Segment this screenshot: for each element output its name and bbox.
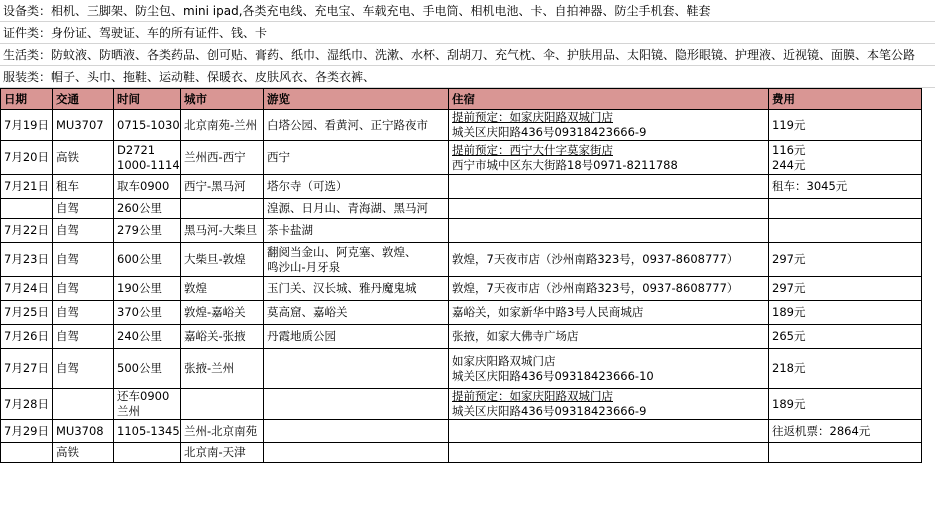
cell-line: 城关区庆阳路436号09318423666-10 [452, 368, 654, 383]
table-row [1, 349, 922, 389]
cell-transport[interactable]: 自驾 [53, 349, 114, 389]
cell-line: 西宁市城中区东大街路18号0971-8211788 [452, 157, 678, 172]
cell-transport[interactable]: MU3708 [53, 420, 114, 443]
cell-date[interactable]: 7月23日 [1, 243, 53, 277]
cell-sights[interactable] [264, 141, 449, 175]
cell-lodging[interactable] [449, 277, 769, 301]
cell-line: 297元 [772, 252, 806, 266]
cell-line: 1105-1345 [117, 423, 180, 438]
info-label: 生活类： [3, 48, 52, 62]
table-row [1, 219, 922, 243]
itinerary-table [0, 88, 922, 463]
cell-line: 297元 [772, 281, 806, 295]
cell-line: 城关区庆阳路436号09318423666-9 [452, 125, 647, 139]
cell-cost[interactable] [769, 420, 922, 443]
cell-line: 兰州 [117, 404, 140, 418]
info-text: 相机、三脚架、防尘包、mini ipad,各类充电线、充电宝、车载充电、手电筒、相机电池、卡、自拍神器、防尘手机套、鞋套 [51, 4, 711, 18]
cell-date[interactable]: 7月28日 [1, 389, 53, 420]
cell-line: 370公里 [117, 305, 162, 319]
info-text: 身份证、驾驶证、车的所有证件、钱、卡 [51, 26, 268, 40]
cell-lodging[interactable] [449, 243, 769, 277]
info-text: 帽子、头巾、拖鞋、运动鞋、保暖衣、皮肤风衣、各类衣裤、 [51, 70, 376, 84]
cell-time[interactable] [114, 175, 181, 199]
header-time[interactable]: 时间 [114, 89, 181, 110]
cell-line: 600公里 [117, 252, 162, 266]
table-row [1, 420, 922, 443]
info-label: 设备类： [3, 4, 52, 18]
cell-transport[interactable]: 自驾 [53, 219, 114, 243]
cell-line: 租车：3045元 [772, 179, 848, 193]
cell-date[interactable]: 7月19日 [1, 110, 53, 141]
cell-lodging[interactable] [449, 389, 769, 420]
cell-transport[interactable]: MU3707 [53, 110, 114, 141]
cell-city[interactable]: 敦煌 [181, 277, 264, 301]
header-lodging[interactable]: 住宿 [449, 89, 769, 110]
cell-line: 189元 [772, 396, 806, 411]
cell-city[interactable]: 兰州-北京南苑 [181, 420, 264, 443]
cell-line: 敦煌，7天夜市店（沙州南路323号，0937-8608777） [452, 281, 739, 295]
table-row [1, 443, 922, 463]
cell-cost[interactable] [769, 443, 922, 463]
cell-sights[interactable] [264, 349, 449, 389]
cell-line: 取车0900 [117, 179, 170, 193]
header-sights[interactable]: 游览 [264, 89, 449, 110]
cell-cost[interactable] [769, 141, 922, 175]
cell-city[interactable] [181, 199, 264, 219]
table-row [1, 199, 922, 219]
cell-line: 湟源、日月山、青海湖、黑马河 [267, 201, 428, 215]
cell-line: 茶卡盐湖 [267, 223, 313, 237]
cell-line: 如家庆阳路双城门店 [452, 353, 556, 368]
info-row-daily[interactable] [0, 44, 935, 66]
cell-line: 0715-1030 [117, 117, 180, 132]
cell-line: 265元 [772, 329, 806, 343]
table-row [1, 243, 922, 277]
cell-line: 白塔公园、看黄河、正宁路夜市 [267, 117, 428, 132]
cell-time[interactable] [114, 389, 181, 420]
cell-line: 116元 [772, 142, 806, 157]
cell-line: 279公里 [117, 223, 162, 237]
cell-transport[interactable]: 高铁 [53, 443, 114, 463]
cell-date[interactable]: 7月26日 [1, 325, 53, 349]
cell-line: 西宁 [267, 150, 290, 164]
cell-line: 城关区庆阳路436号09318423666-9 [452, 404, 647, 418]
cell-sights[interactable] [264, 420, 449, 443]
cell-city[interactable]: 西宁-黑马河 [181, 175, 264, 199]
cell-line: 往返机票：2864元 [772, 423, 871, 438]
cell-time[interactable] [114, 443, 181, 463]
cell-transport[interactable]: 自驾 [53, 277, 114, 301]
cell-date[interactable]: 7月24日 [1, 277, 53, 301]
cell-time[interactable] [114, 110, 181, 141]
cell-date[interactable] [1, 443, 53, 463]
cell-city[interactable]: 大柴旦-敦煌 [181, 243, 264, 277]
cell-city[interactable] [181, 389, 264, 420]
info-row-clothing[interactable] [0, 66, 935, 88]
cell-lodging[interactable] [449, 443, 769, 463]
cell-date[interactable]: 7月27日 [1, 349, 53, 389]
cell-date[interactable] [1, 199, 53, 219]
table-row [1, 141, 922, 175]
cell-cost[interactable] [769, 325, 922, 349]
cell-line: 还车0900 [117, 389, 170, 403]
header-transport[interactable]: 交通 [53, 89, 114, 110]
cell-line: 提前预定：如家庆阳路双城门店 [452, 389, 613, 403]
table-row [1, 325, 922, 349]
cell-lodging[interactable] [449, 301, 769, 325]
cell-line: 提前预定：如家庆阳路双城门店 [452, 110, 613, 124]
cell-line: 218元 [772, 361, 806, 375]
cell-city[interactable]: 张掖-兰州 [181, 349, 264, 389]
cell-line: 塔尔寺（可选） [267, 179, 348, 193]
cell-line: 119元 [772, 117, 806, 132]
cell-lodging[interactable] [449, 175, 769, 199]
cell-time[interactable] [114, 420, 181, 443]
table-row [1, 389, 922, 420]
cell-sights[interactable] [264, 199, 449, 219]
cell-sights[interactable] [264, 301, 449, 325]
cell-sights[interactable] [264, 175, 449, 199]
cell-time[interactable] [114, 243, 181, 277]
cell-lodging[interactable] [449, 110, 769, 141]
cell-sights[interactable] [264, 443, 449, 463]
cell-cost[interactable] [769, 175, 922, 199]
cell-lodging[interactable] [449, 420, 769, 443]
cell-transport[interactable]: 自驾 [53, 301, 114, 325]
cell-date[interactable]: 7月20日 [1, 141, 53, 175]
cell-cost[interactable] [769, 277, 922, 301]
cell-line: 1000-1114 [117, 157, 180, 172]
cell-line: 260公里 [117, 201, 162, 215]
cell-city[interactable]: 北京南-天津 [181, 443, 264, 463]
cell-city[interactable]: 兰州西-西宁 [181, 141, 264, 175]
cell-date[interactable]: 7月25日 [1, 301, 53, 325]
cell-line: 提前预定：西宁大什字莫家街店 [452, 142, 613, 157]
header-city[interactable]: 城市 [181, 89, 264, 110]
cell-line: 244元 [772, 157, 806, 172]
cell-cost[interactable] [769, 110, 922, 141]
table-row [1, 110, 922, 141]
cell-line: 240公里 [117, 329, 162, 343]
cell-line: 500公里 [117, 361, 162, 375]
cell-time[interactable] [114, 277, 181, 301]
cell-line: 189元 [772, 305, 806, 319]
cell-time[interactable] [114, 349, 181, 389]
cell-sights[interactable] [264, 325, 449, 349]
cell-line: 鸣沙山-月牙泉 [267, 259, 341, 274]
cell-time[interactable] [114, 141, 181, 175]
cell-cost[interactable] [769, 349, 922, 389]
cell-transport[interactable]: 自驾 [53, 243, 114, 277]
table-row [1, 301, 922, 325]
cell-cost[interactable] [769, 219, 922, 243]
info-label: 服装类： [3, 70, 52, 84]
info-label: 证件类： [3, 26, 52, 40]
cell-sights[interactable] [264, 243, 449, 277]
cell-lodging[interactable] [449, 199, 769, 219]
cell-city[interactable]: 嘉峪关-张掖 [181, 325, 264, 349]
cell-sights[interactable] [264, 389, 449, 420]
cell-date[interactable]: 7月22日 [1, 219, 53, 243]
cell-line: 190公里 [117, 281, 162, 295]
cell-cost[interactable] [769, 199, 922, 219]
header-row [1, 89, 922, 110]
cell-cost[interactable] [769, 243, 922, 277]
cell-transport[interactable]: 租车 [53, 175, 114, 199]
cell-transport[interactable]: 高铁 [53, 141, 114, 175]
table-row [1, 277, 922, 301]
cell-time[interactable] [114, 219, 181, 243]
cell-transport[interactable] [53, 389, 114, 420]
cell-lodging[interactable] [449, 349, 769, 389]
cell-line: 玉门关、汉长城、雅丹魔鬼城 [267, 281, 417, 295]
cell-line: 敦煌，7天夜市店（沙州南路323号，0937-8608777） [452, 252, 739, 266]
cell-time[interactable] [114, 325, 181, 349]
cell-lodging[interactable] [449, 219, 769, 243]
cell-city[interactable]: 敦煌-嘉峪关 [181, 301, 264, 325]
header-cost[interactable]: 费用 [769, 89, 922, 110]
cell-time[interactable] [114, 301, 181, 325]
cell-line: 嘉峪关，如家新华中路3号人民商城店 [452, 305, 644, 319]
info-row-documents[interactable] [0, 22, 935, 44]
cell-line: 丹霞地质公园 [267, 329, 336, 343]
cell-line: 莫高窟、嘉峪关 [267, 305, 348, 319]
info-row-equipment[interactable] [0, 0, 935, 22]
cell-date[interactable]: 7月29日 [1, 420, 53, 443]
packing-list [0, 0, 935, 88]
cell-date[interactable]: 7月21日 [1, 175, 53, 199]
cell-city[interactable]: 北京南苑-兰州 [181, 110, 264, 141]
cell-cost[interactable] [769, 389, 922, 420]
cell-line: 翻阅当金山、阿克塞、敦煌、 [267, 244, 417, 259]
cell-sights[interactable] [264, 277, 449, 301]
cell-line: D2721 [117, 142, 156, 157]
cell-lodging[interactable] [449, 141, 769, 175]
cell-transport[interactable]: 自驾 [53, 325, 114, 349]
table-row [1, 175, 922, 199]
cell-line: 张掖，如家大佛寺广场店 [452, 329, 579, 343]
cell-time[interactable] [114, 199, 181, 219]
info-text: 防蚊液、防晒液、各类药品、创可贴、膏药、纸巾、湿纸巾、洗漱、水杯、刮胡刀、充气枕、伞、护肤用品、太阳镜、隐形眼镜、护理液、近视镜、面膜、本笔公路 [51, 48, 916, 62]
cell-sights[interactable] [264, 110, 449, 141]
cell-transport[interactable]: 自驾 [53, 199, 114, 219]
header-date[interactable]: 日期 [1, 89, 53, 110]
cell-sights[interactable] [264, 219, 449, 243]
cell-city[interactable]: 黑马河-大柴旦 [181, 219, 264, 243]
cell-lodging[interactable] [449, 325, 769, 349]
cell-cost[interactable] [769, 301, 922, 325]
